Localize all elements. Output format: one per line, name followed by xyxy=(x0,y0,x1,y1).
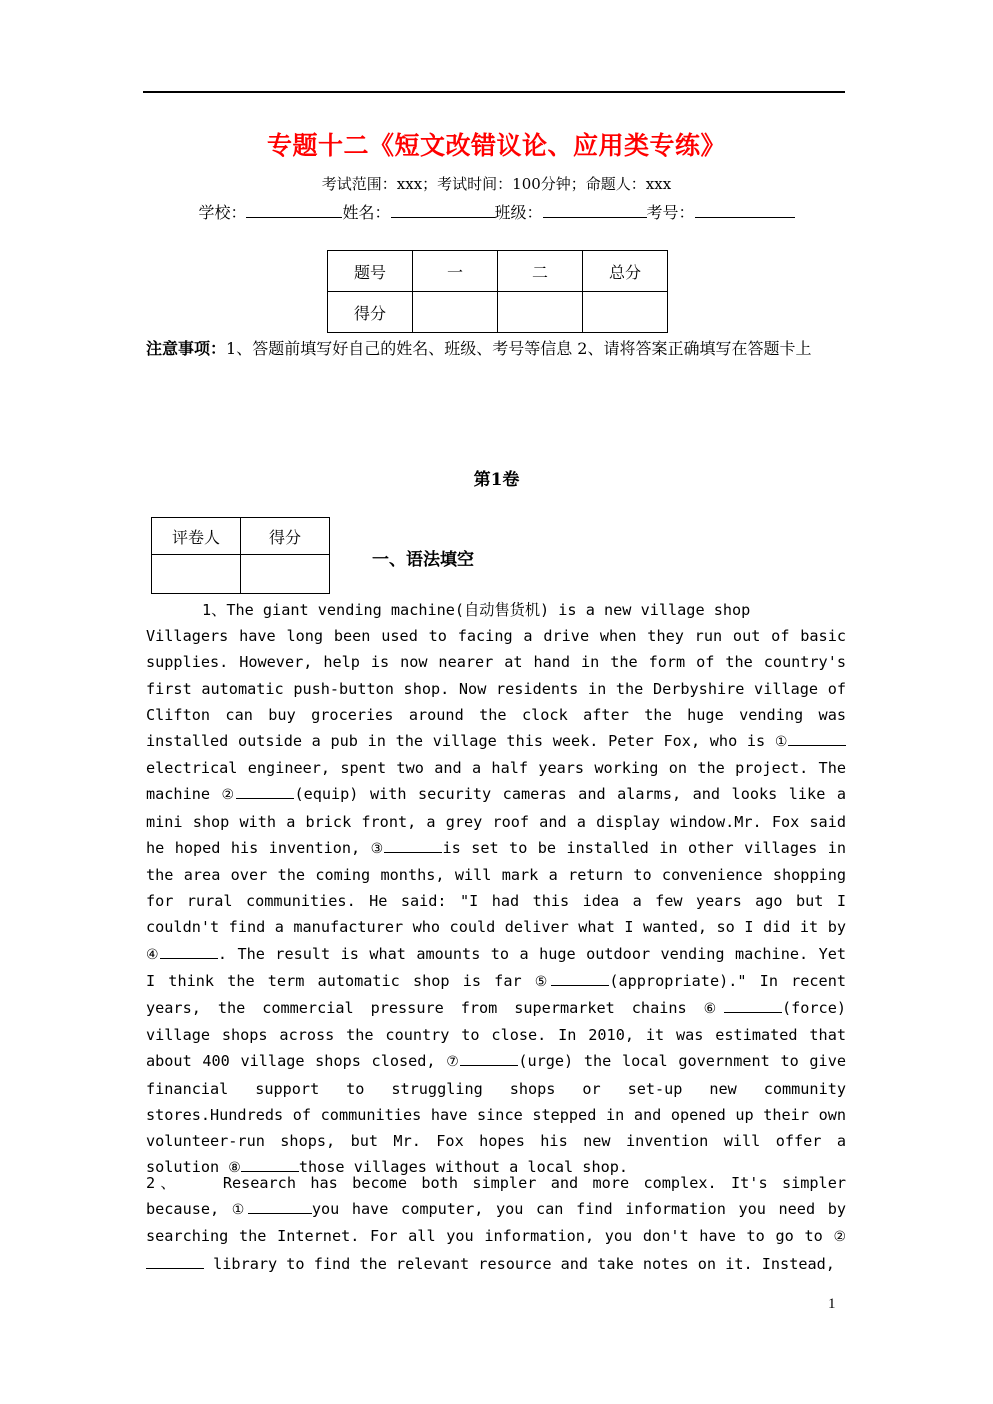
passage-text: (appropriate)." In recent years, the commercial pressure from supermarket chains xyxy=(146,971,846,1018)
score-table-cell: 题号 xyxy=(328,251,413,292)
score-table-cell-input[interactable] xyxy=(413,292,498,333)
blank-marker-3: ③ xyxy=(370,840,385,857)
question-2-passage xyxy=(146,1170,846,1277)
school-blank[interactable] xyxy=(246,217,342,218)
passage-text: those villages without a local shop. xyxy=(298,1158,629,1177)
blank-marker-q2-2: ② xyxy=(833,1229,846,1246)
score-table-cell: 总分 xyxy=(583,251,668,292)
notice-text: 1、答题前填写好自己的姓名、班级、考号等信息 2、请将答案正确填写在答题卡上 xyxy=(226,339,812,358)
passage-text: (force) village shops across the country to close. In 2010, it was estimated that about 400 village shops closed, xyxy=(146,999,846,1071)
score-table-cell-input[interactable] xyxy=(498,292,583,333)
school-label: 学校： xyxy=(198,203,247,222)
answer-blank-7[interactable] xyxy=(460,1052,518,1066)
blank-marker-2: ② xyxy=(221,787,237,804)
passage-text: Research has become both simpler and more complex. It's simpler because, xyxy=(146,1174,846,1219)
answer-blank-4[interactable] xyxy=(160,945,218,959)
blank-marker-1: ① xyxy=(774,734,788,751)
page-number: 1 xyxy=(828,1296,836,1312)
blank-marker-q2-1: ① xyxy=(231,1202,248,1219)
passage-text: you have computer, you can find information you need by searching the Internet. For all you information, you don't have to go to xyxy=(146,1200,846,1246)
name-label: 姓名： xyxy=(342,203,391,222)
passage-text: electrical engineer, spent two and a half years working on the project. The machine xyxy=(146,759,846,804)
table-row xyxy=(152,518,330,555)
answer-blank-2[interactable] xyxy=(236,785,294,799)
score-table-cell: 一 xyxy=(413,251,498,292)
class-blank[interactable] xyxy=(543,217,647,218)
passage-text: (urge) the local government to give financial support to struggling shops or set-up new community stores.Hundreds of communities have since stepped in and opened up their own volunteer-run shops, but Mr. Fox hopes his new invention will offer a solution xyxy=(146,1052,846,1177)
table-row xyxy=(328,251,668,292)
blank-marker-5: ⑤ xyxy=(534,973,552,990)
score-table-cell-input[interactable] xyxy=(583,292,668,333)
exam-meta-line: 考试范围：xxx；考试时间：100分钟；命题人：xxx xyxy=(321,175,672,193)
header-rule xyxy=(143,91,845,93)
exam-no-blank[interactable] xyxy=(695,217,795,218)
grader-table-cell-input[interactable] xyxy=(241,555,330,594)
question-1-block xyxy=(146,597,846,1181)
passage-text: . The result is what amounts to a huge outdoor vending machine. Yet I think the term automatic shop is far xyxy=(146,944,847,990)
score-table xyxy=(327,250,668,333)
question-2-lead: 2、 xyxy=(146,1174,181,1192)
exam-no-label: 考号： xyxy=(646,203,695,222)
name-blank[interactable] xyxy=(391,217,495,218)
blank-marker-8: ⑧ xyxy=(228,1160,241,1177)
student-fields-line xyxy=(0,200,993,223)
table-row xyxy=(328,292,668,333)
blank-marker-7: ⑦ xyxy=(446,1054,461,1071)
passage-text: is set to be installed in other villages in the area over the coming months, will mark a return to convenience shopping for rural communities. He said: "I had this idea a few years ago but I couldn't find a manufacturer who could deliver what I wanted, so I did it by xyxy=(146,838,846,937)
blank-marker-6: ⑥ xyxy=(703,1001,724,1018)
grader-table-header: 得分 xyxy=(241,518,330,555)
page-title: 专题十二《短文改错议论、应用类专练》 xyxy=(266,131,726,160)
question-1-passage xyxy=(146,623,846,1181)
score-table-cell: 得分 xyxy=(328,292,413,333)
passage-text: (equip) with security cameras and alarms, and looks like a mini shop with a brick front, a grey roof and a display window.Mr. Fox said he hoped his invention, xyxy=(146,785,846,857)
notice-label: 注意事项： xyxy=(146,339,227,358)
table-row xyxy=(152,555,330,594)
answer-blank-1[interactable] xyxy=(788,732,846,746)
question-2-block xyxy=(146,1170,846,1277)
answer-blank-q2-2[interactable] xyxy=(146,1255,204,1269)
grader-table xyxy=(151,517,330,594)
score-table-cell: 二 xyxy=(498,251,583,292)
answer-blank-3[interactable] xyxy=(384,839,442,853)
grader-table-header: 评卷人 xyxy=(152,518,241,555)
question-1-title: 1、The giant vending machine(自动售货机) is a new village shop xyxy=(202,601,751,619)
grader-table-cell-input[interactable] xyxy=(152,555,241,594)
answer-blank-6[interactable] xyxy=(724,999,782,1013)
blank-marker-4: ④ xyxy=(146,946,160,963)
passage-text: library to find the relevant resource and take notes on it. Instead, xyxy=(204,1254,835,1273)
class-label: 班级： xyxy=(494,203,543,222)
passage-text: Villagers have long been used to facing a drive when they run out of basic supplies. However, help is now nearer at hand in the form of the country's first automatic push-button shop. Now residents in the Derbyshire village of Clifton can buy groceries around the clock after the huge vending was installed outside a pub in the village this week. Peter Fox, who is xyxy=(146,627,846,751)
answer-blank-5[interactable] xyxy=(551,972,609,986)
answer-blank-q2-1[interactable] xyxy=(248,1200,312,1214)
section-heading: 一、语法填空 xyxy=(372,550,474,570)
notice-block xyxy=(146,336,852,362)
juan-heading: 第1卷 xyxy=(473,470,520,490)
